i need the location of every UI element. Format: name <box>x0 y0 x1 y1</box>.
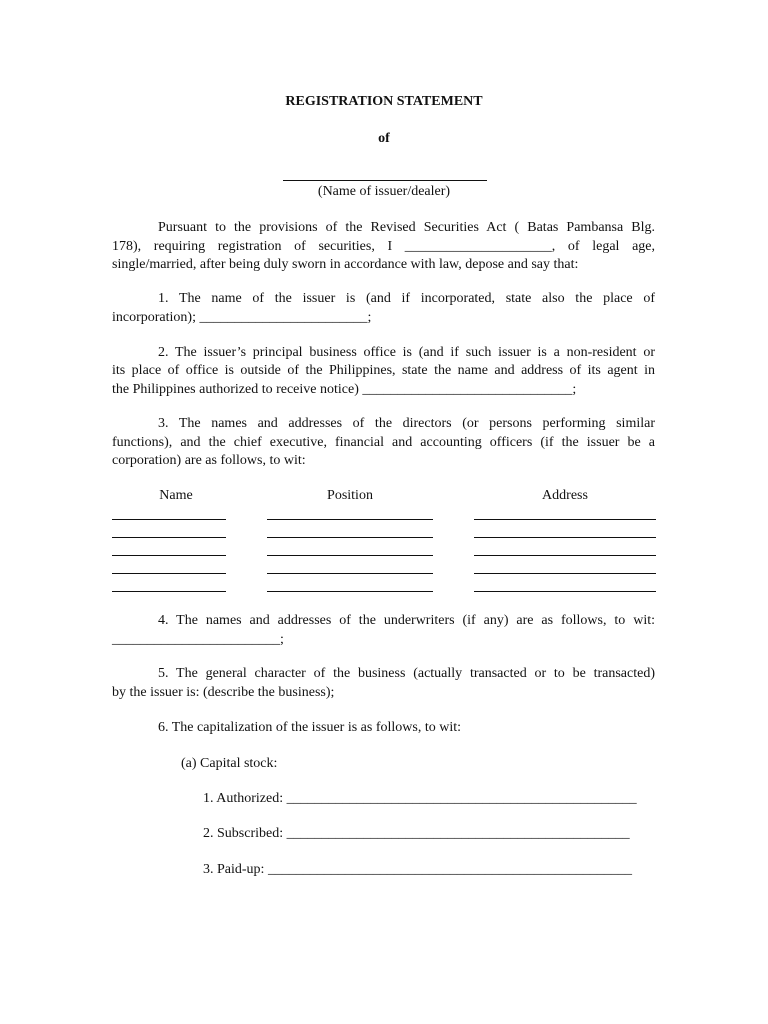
table-row <box>112 573 226 574</box>
intro-line-3: single/married, after being duly sworn in accordance with law, depose and say that: <box>112 257 579 272</box>
item6-line: 6. The capitalization of the issuer is as follows, to wit: <box>158 720 462 735</box>
table-row <box>474 555 656 556</box>
capital-item-subscribed: 2. Subscribed: _________________________________________________ <box>203 826 630 841</box>
table-row <box>267 519 433 520</box>
issuer-name-line <box>283 180 487 181</box>
table-row <box>267 555 433 556</box>
item2-line-1: 2. The issuer’s principal business office is (and if such issuer is a non-resident or <box>158 345 655 360</box>
table-row <box>112 555 226 556</box>
item1-line-2: incorporation); ________________________; <box>112 310 372 325</box>
table-row <box>267 573 433 574</box>
table-row <box>474 591 656 592</box>
item1-line-1: 1. The name of the issuer is (and if incorporated, state also the place of <box>158 291 655 306</box>
table-header-address: Address <box>542 488 588 503</box>
capital-item-authorized: 1. Authorized: __________________________________________________ <box>203 791 637 806</box>
of-label: of <box>378 131 390 146</box>
item3-line-2: functions), and the chief executive, financial and accounting officers (if the issuer be a <box>112 435 655 450</box>
table-row <box>112 591 226 592</box>
capital-item-paid-up: 3. Paid-up: ____________________________________________________ <box>203 862 632 877</box>
table-row <box>474 573 656 574</box>
item3-line-1: 3. The names and addresses of the directors (or persons performing similar <box>158 416 655 431</box>
item2-line-3: the Philippines authorized to receive notice) ______________________________; <box>112 382 577 397</box>
document-title: REGISTRATION STATEMENT <box>285 94 483 109</box>
issuer-caption: (Name of issuer/dealer) <box>317 184 451 199</box>
item3-line-3: corporation) are as follows, to wit: <box>112 453 306 468</box>
item5-line-2: by the issuer is: (describe the business); <box>112 685 335 700</box>
item4-line-1: 4. The names and addresses of the underwriters (if any) are as follows, to wit: <box>158 613 655 628</box>
intro-line-2: 178), requiring registration of securities, I _____________________, of legal age, <box>112 239 655 254</box>
item4-line-2: ________________________; <box>112 632 284 647</box>
item5-line-1: 5. The general character of the business (actually transacted or to be transacted) <box>158 666 655 681</box>
intro-line-1: Pursuant to the provisions of the Revised Securities Act ( Batas Pambansa Blg. <box>158 220 655 235</box>
capital-stock-label: (a) Capital stock: <box>181 756 278 771</box>
table-row <box>112 519 226 520</box>
table-row <box>112 537 226 538</box>
table-row <box>267 591 433 592</box>
table-header-name: Name <box>159 488 193 503</box>
item2-line-2: its place of office is outside of the Philippines, state the name and address of its agent in <box>112 363 655 378</box>
table-header-position: Position <box>327 488 373 503</box>
table-row <box>474 537 656 538</box>
table-row <box>474 519 656 520</box>
table-row <box>267 537 433 538</box>
